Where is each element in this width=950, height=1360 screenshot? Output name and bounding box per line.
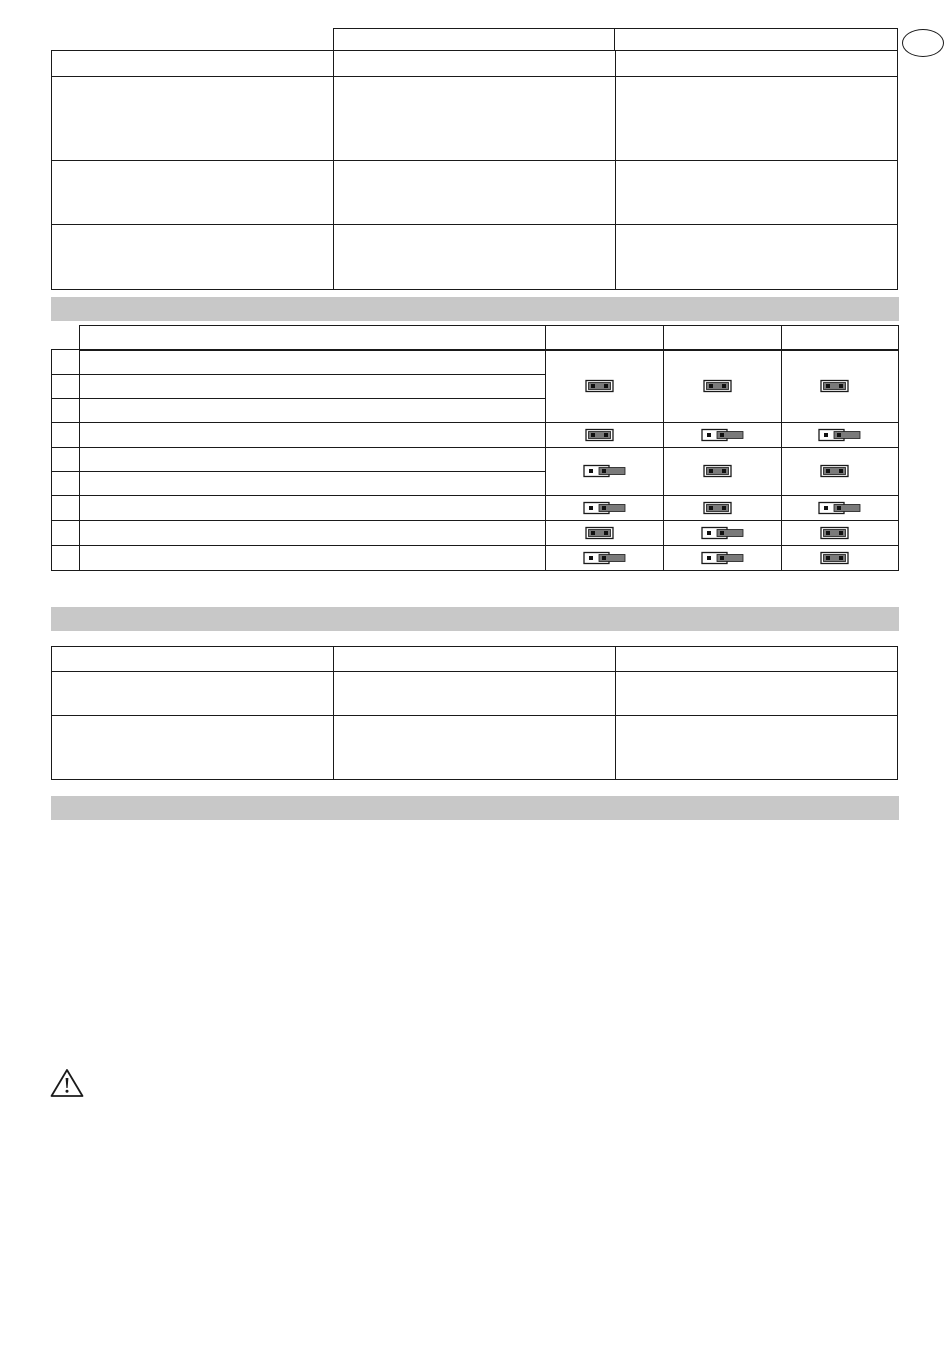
jumper-open-icon bbox=[582, 501, 628, 515]
table-cell bbox=[616, 672, 898, 716]
row-index bbox=[52, 375, 80, 399]
row-index bbox=[52, 521, 80, 546]
row-label bbox=[80, 423, 546, 448]
jumper-cell bbox=[546, 423, 664, 448]
table-cell bbox=[616, 161, 898, 225]
table-cell bbox=[616, 225, 898, 290]
jumper-cell bbox=[546, 350, 664, 423]
jumper-header-a bbox=[546, 326, 664, 351]
jumper-closed-icon bbox=[817, 464, 863, 478]
table-cell bbox=[616, 51, 898, 77]
row-label bbox=[80, 496, 546, 521]
jumper-closed-icon bbox=[817, 526, 863, 540]
table-header-cell bbox=[616, 647, 898, 672]
jumper-open-icon bbox=[582, 551, 628, 565]
jumper-header-c bbox=[782, 326, 899, 351]
row-index bbox=[52, 472, 80, 496]
jumper-cell bbox=[782, 423, 899, 448]
jumper-cell bbox=[546, 496, 664, 521]
table-row bbox=[52, 496, 899, 521]
language-badge bbox=[902, 29, 944, 57]
table-cell bbox=[52, 51, 334, 77]
section-band-4 bbox=[51, 796, 899, 820]
jumper-cell bbox=[782, 521, 899, 546]
table-cell bbox=[52, 225, 334, 290]
jumper-cell bbox=[664, 448, 782, 496]
table-1-header-cell-2 bbox=[333, 28, 615, 51]
row-label bbox=[80, 546, 546, 571]
jumper-cell bbox=[782, 496, 899, 521]
table-row bbox=[52, 672, 898, 716]
jumper-open-icon bbox=[700, 551, 746, 565]
row-index bbox=[52, 350, 80, 375]
row-index bbox=[52, 448, 80, 472]
jumper-cell bbox=[664, 350, 782, 423]
jumper-table bbox=[51, 325, 899, 573]
jumper-cell bbox=[664, 546, 782, 571]
jumper-open-icon bbox=[817, 501, 863, 515]
jumper-closed-icon bbox=[582, 428, 628, 442]
jumper-table-header bbox=[79, 325, 899, 351]
jumper-cell bbox=[782, 350, 899, 423]
section-band-3 bbox=[51, 607, 899, 631]
jumper-header-label bbox=[80, 326, 546, 351]
row-index bbox=[52, 423, 80, 448]
row-label bbox=[80, 350, 546, 375]
table-row bbox=[52, 350, 899, 375]
table-row bbox=[52, 161, 898, 225]
jumper-closed-icon bbox=[817, 379, 863, 393]
jumper-cell bbox=[546, 546, 664, 571]
jumper-closed-icon bbox=[582, 526, 628, 540]
row-index bbox=[52, 496, 80, 521]
table-cell bbox=[334, 51, 616, 77]
table-row bbox=[52, 423, 899, 448]
table-1-header-cell-3 bbox=[614, 28, 898, 51]
jumper-closed-icon bbox=[700, 379, 746, 393]
warning-triangle-icon bbox=[50, 1068, 84, 1098]
table-row bbox=[52, 546, 899, 571]
table-cell bbox=[334, 161, 616, 225]
jumper-cell bbox=[546, 448, 664, 496]
table-1-body bbox=[51, 50, 898, 290]
table-row bbox=[52, 51, 898, 77]
jumper-header-b bbox=[664, 326, 782, 351]
table-row bbox=[52, 716, 898, 780]
table-cell bbox=[52, 161, 334, 225]
table-cell bbox=[334, 716, 616, 780]
table-row bbox=[52, 77, 898, 161]
section-band-2 bbox=[51, 297, 899, 321]
table-row bbox=[80, 326, 899, 351]
table-cell bbox=[616, 716, 898, 780]
row-label bbox=[80, 448, 546, 472]
table-3 bbox=[51, 646, 898, 780]
table-1 bbox=[51, 28, 898, 289]
table-cell bbox=[52, 77, 334, 161]
row-index bbox=[52, 399, 80, 423]
table-cell bbox=[616, 77, 898, 161]
jumper-cell bbox=[664, 521, 782, 546]
table-row bbox=[52, 448, 899, 472]
jumper-cell bbox=[546, 521, 664, 546]
table-row bbox=[52, 225, 898, 290]
table-cell bbox=[52, 672, 334, 716]
jumper-open-icon bbox=[700, 526, 746, 540]
table-cell bbox=[52, 716, 334, 780]
jumper-table-body bbox=[51, 349, 899, 571]
jumper-cell bbox=[664, 496, 782, 521]
jumper-open-icon bbox=[700, 428, 746, 442]
table-row bbox=[52, 647, 898, 672]
jumper-closed-icon bbox=[700, 501, 746, 515]
row-label bbox=[80, 375, 546, 399]
jumper-closed-icon bbox=[817, 551, 863, 565]
table-cell bbox=[334, 77, 616, 161]
table-header-cell bbox=[52, 647, 334, 672]
table-row bbox=[52, 521, 899, 546]
jumper-open-icon bbox=[817, 428, 863, 442]
jumper-cell bbox=[782, 448, 899, 496]
row-index bbox=[52, 546, 80, 571]
jumper-closed-icon bbox=[700, 464, 746, 478]
jumper-cell bbox=[782, 546, 899, 571]
table-cell bbox=[334, 672, 616, 716]
jumper-closed-icon bbox=[582, 379, 628, 393]
row-label bbox=[80, 521, 546, 546]
row-label bbox=[80, 399, 546, 423]
jumper-cell bbox=[664, 423, 782, 448]
table-header-cell bbox=[334, 647, 616, 672]
table-cell bbox=[334, 225, 616, 290]
jumper-open-icon bbox=[582, 464, 628, 478]
row-label bbox=[80, 472, 546, 496]
